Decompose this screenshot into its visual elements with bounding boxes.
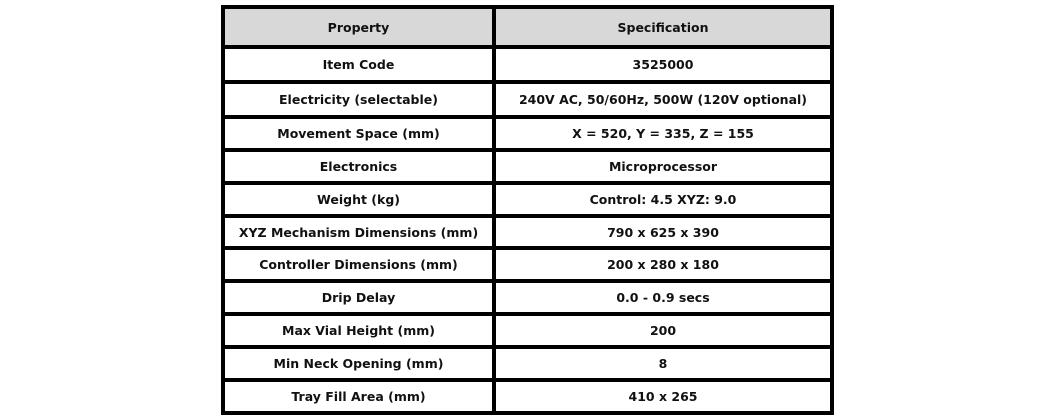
table-row bbox=[225, 49, 830, 80]
table-row bbox=[225, 316, 830, 345]
property-cell: Min Neck Opening (mm) bbox=[225, 349, 492, 378]
header-row bbox=[225, 9, 830, 45]
specification-cell: 0.0 - 0.9 secs bbox=[496, 283, 830, 312]
property-cell: Electronics bbox=[225, 152, 492, 181]
property-cell: Movement Space (mm) bbox=[225, 119, 492, 148]
specification-cell: 410 x 265 bbox=[496, 382, 830, 411]
property-cell: Max Vial Height (mm) bbox=[225, 316, 492, 345]
table-row bbox=[225, 250, 830, 279]
property-cell: Weight (kg) bbox=[225, 185, 492, 214]
specification-cell: 8 bbox=[496, 349, 830, 378]
header-property: Property bbox=[225, 9, 492, 45]
table-row bbox=[225, 218, 830, 247]
property-cell: XYZ Mechanism Dimensions (mm) bbox=[225, 218, 492, 247]
property-cell: Item Code bbox=[225, 49, 492, 80]
header-specification: Specification bbox=[496, 9, 830, 45]
property-cell: Tray Fill Area (mm) bbox=[225, 382, 492, 411]
table-row bbox=[225, 283, 830, 312]
table-row bbox=[225, 119, 830, 148]
property-cell: Controller Dimensions (mm) bbox=[225, 250, 492, 279]
table-row bbox=[225, 349, 830, 378]
table-row bbox=[225, 152, 830, 181]
table-row bbox=[225, 382, 830, 411]
property-cell: Electricity (selectable) bbox=[225, 84, 492, 115]
specification-cell: Control: 4.5 XYZ: 9.0 bbox=[496, 185, 830, 214]
specification-cell: 240V AC, 50/60Hz, 500W (120V optional) bbox=[496, 84, 830, 115]
specification-cell: Microprocessor bbox=[496, 152, 830, 181]
table-row bbox=[225, 84, 830, 115]
specification-cell: 200 bbox=[496, 316, 830, 345]
specification-cell: X = 520, Y = 335, Z = 155 bbox=[496, 119, 830, 148]
specification-cell: 3525000 bbox=[496, 49, 830, 80]
property-cell: Drip Delay bbox=[225, 283, 492, 312]
table-row bbox=[225, 185, 830, 214]
spec-table bbox=[221, 5, 834, 415]
specification-cell: 200 x 280 x 180 bbox=[496, 250, 830, 279]
specification-cell: 790 x 625 x 390 bbox=[496, 218, 830, 247]
